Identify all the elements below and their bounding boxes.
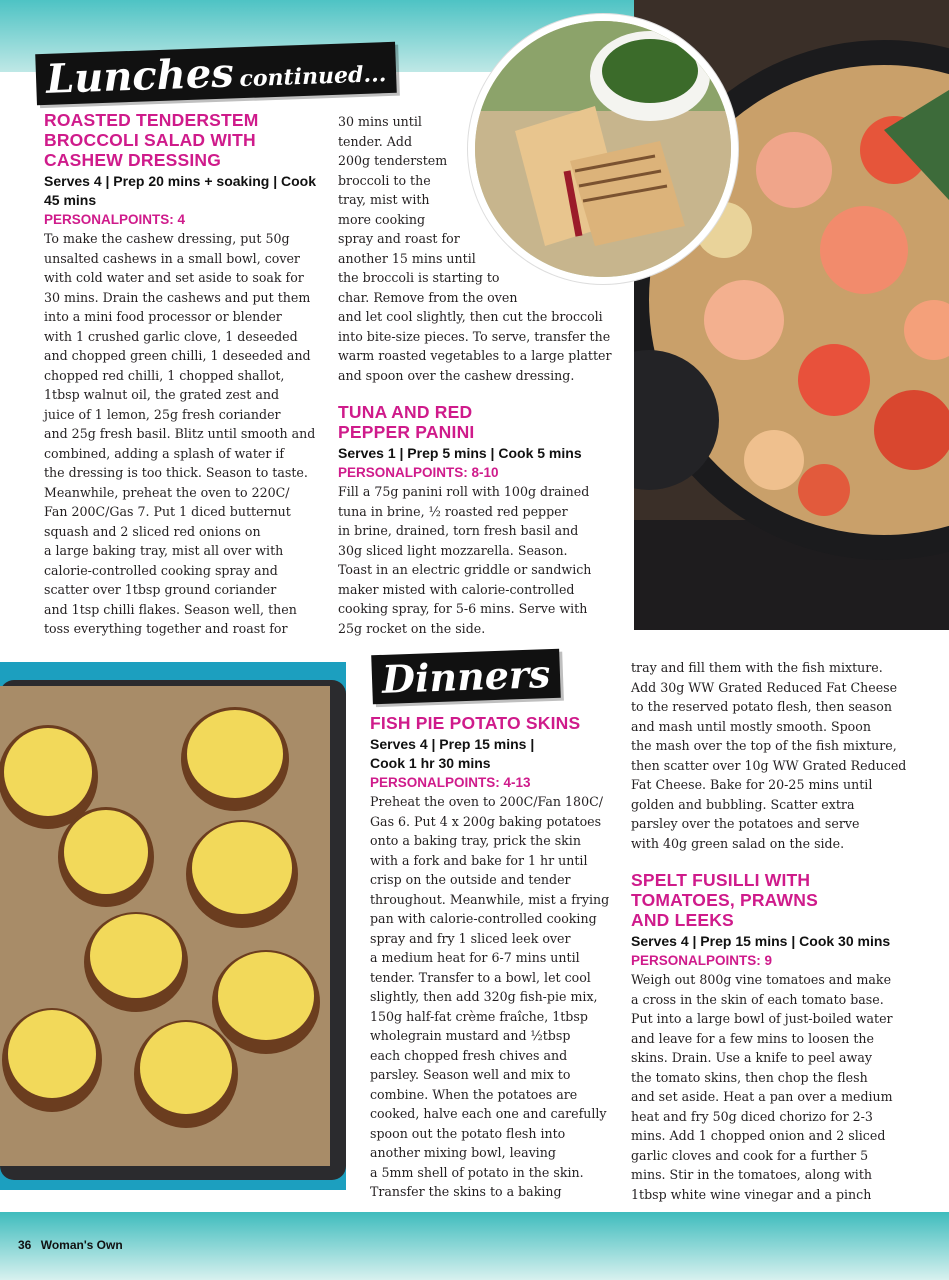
text-line: char. Remove from the oven	[338, 289, 518, 305]
broccoli-method-part1	[44, 229, 319, 639]
text-line: Fill a 75g panini roll with 100g drained	[338, 484, 590, 499]
text-line: 30 mins. Drain the cashews and put them	[44, 289, 311, 305]
text-line: and set aside. Heat a pan over a medium	[631, 1089, 893, 1104]
text-line: Toast in an electric griddle or sandwich	[338, 562, 592, 577]
text-line: the tomato skins, then chop the flesh	[631, 1069, 868, 1085]
text-line: and mash until mostly smooth. Spoon	[631, 718, 871, 734]
text-line: Put into a large bowl of just-boiled water	[631, 1011, 893, 1026]
text-line: a cross in the skin of each tomato base.	[631, 991, 884, 1007]
text-line: spray and fry 1 sliced leek over	[370, 930, 571, 946]
text-line: 30g sliced light mozzarella. Season.	[338, 542, 568, 558]
text-line: to the reserved potato flesh, then season	[631, 699, 892, 714]
text-line: Fan 200C/Gas 7. Put 1 diced butternut	[44, 504, 291, 519]
text-line: slightly, then add 320g fish-pie mix,	[370, 989, 598, 1004]
text-line: with a fork and bake for 1 hr until	[370, 852, 588, 868]
text-line: garlic cloves and cook for a further 5	[631, 1147, 869, 1163]
text-line: then scatter over 10g WW Grated Reduced	[631, 757, 907, 773]
text-line: more cooking	[338, 211, 426, 227]
text-line: crisp on the outside and tender	[370, 872, 571, 887]
text-line: skins. Drain. Use a knife to peel away	[631, 1050, 872, 1065]
text-line: scatter over 1tbsp ground coriander	[44, 582, 277, 597]
text-line: and 25g fresh basil. Blitz until smooth and	[44, 426, 316, 441]
tuna-method	[338, 482, 618, 638]
text-line: cooked, halve each one and carefully	[370, 1106, 607, 1121]
text-line: tray and fill them with the fish mixture.	[631, 660, 883, 675]
text-line: warm roasted vegetables to a large platter	[338, 348, 612, 363]
text-line: maker misted with calorie-controlled	[338, 581, 575, 597]
text-line: throughout. Meanwhile, mist a frying	[370, 891, 610, 907]
text-line: and spoon over the cashew dressing.	[338, 367, 575, 383]
fusilli-title: SPELT FUSILLI WITH TOMATOES, PRAWNS AND LEEKS	[631, 870, 818, 930]
text-line: tuna in brine, ½ roasted red pepper	[338, 503, 568, 519]
text-line: toss everything together and roast for	[44, 621, 288, 636]
text-line: Transfer the skins to a baking	[370, 1184, 562, 1199]
text-line: the mash over the top of the fish mixture,	[631, 738, 897, 753]
text-line: tray, mist with	[338, 192, 430, 207]
text-line: with 1 crushed garlic clove, 1 deseeded	[44, 328, 298, 344]
text-line: To make the cashew dressing, put 50g	[44, 231, 290, 246]
broccoli-serves: Serves 4 | Prep 20 mins + soaking | Cook 45 mins	[44, 173, 317, 208]
fishpie-title: FISH PIE POTATO SKINS	[370, 713, 581, 733]
tuna-title: TUNA AND RED PEPPER PANINI	[338, 402, 475, 442]
text-line: and let cool slightly, then cut the broccoli	[338, 309, 603, 324]
text-line: and leave for a few mins to loosen the	[631, 1030, 874, 1046]
dinners-title: Dinners	[381, 651, 551, 702]
fusilli-serves: Serves 4 | Prep 15 mins | Cook 30 mins	[631, 933, 891, 949]
text-line: 30 mins until	[338, 114, 422, 129]
potato-skins-photo	[0, 662, 352, 1190]
fishpie-method-cont	[631, 658, 931, 853]
text-line: squash and 2 sliced red onions on	[44, 523, 261, 539]
tuna-points: PERSONALPOINTS: 8-10	[338, 465, 499, 480]
text-line: mins. Stir in the tomatoes, along with	[631, 1167, 872, 1182]
text-line: a medium heat for 6-7 mins until	[370, 950, 580, 965]
text-line: 1tbsp white wine vinegar and a pinch	[631, 1186, 872, 1202]
text-line: and chopped green chilli, 1 deseeded and	[44, 348, 311, 363]
text-line: pan with calorie-controlled cooking	[370, 911, 597, 926]
bottom-color-band	[0, 1212, 949, 1280]
text-line: tender. Transfer to a bowl, let cool	[370, 969, 591, 985]
text-line: spoon out the potato flesh into	[370, 1125, 566, 1141]
text-line: heat and fry 50g diced chorizo for 2-3	[631, 1108, 873, 1124]
text-line: another mixing bowl, leaving	[370, 1145, 556, 1160]
text-line: chopped red chilli, 1 chopped shallot,	[44, 367, 285, 383]
text-line: combined, adding a splash of water if	[44, 445, 285, 461]
text-line: mins. Add 1 chopped onion and 2 sliced	[631, 1128, 886, 1143]
text-line: onto a baking tray, prick the skin	[370, 833, 581, 848]
fusilli-points: PERSONALPOINTS: 9	[631, 953, 773, 968]
dinners-banner	[371, 649, 561, 705]
text-line: another 15 mins until	[338, 250, 476, 266]
text-line: combine. When the potatoes are	[370, 1086, 578, 1102]
text-line: 200g tenderstem	[338, 153, 448, 168]
text-line: broccoli to the	[338, 172, 431, 188]
page-number: 36	[18, 1238, 32, 1252]
text-line: a large baking tray, mist all over with	[44, 543, 284, 558]
text-line: 25g rocket on the side.	[338, 620, 486, 636]
fishpie-method	[370, 792, 620, 1202]
magazine-name: Woman's Own	[40, 1238, 123, 1252]
text-line: parsley. Season well and mix to	[370, 1067, 571, 1082]
text-line: spray and roast for	[338, 231, 460, 246]
text-line: tender. Add	[338, 133, 412, 149]
lunches-title: Lunches	[45, 49, 235, 103]
fusilli-method	[631, 970, 931, 1204]
text-line: a 5mm shell of potato in the skin.	[370, 1164, 584, 1180]
text-line: with cold water and set aside to soak for	[44, 270, 304, 285]
text-line: Add 30g WW Grated Reduced Fat Cheese	[631, 679, 898, 695]
text-line: calorie-controlled cooking spray and	[44, 562, 278, 578]
broccoli-title: ROASTED TENDERSTEM BROCCOLI SALAD WITH CASHEW DRESSING	[44, 110, 259, 170]
text-line: wholegrain mustard and ½tbsp	[370, 1028, 571, 1043]
text-line: golden and bubbling. Scatter extra	[631, 796, 855, 812]
tuna-serves: Serves 1 | Prep 5 mins | Cook 5 mins	[338, 445, 582, 461]
text-line: Fat Cheese. Bake for 20-25 mins until	[631, 777, 873, 792]
text-line: and 1tsp chilli flakes. Season well, then	[44, 601, 297, 617]
text-line: cooking spray, for 5-6 mins. Serve with	[338, 601, 588, 616]
broccoli-points: PERSONALPOINTS: 4	[44, 212, 186, 227]
text-line: 1tbsp walnut oil, the grated zest and	[44, 387, 280, 402]
tuna-recipe	[338, 402, 618, 638]
text-line: each chopped fresh chives and	[370, 1047, 568, 1063]
text-line: with 40g green salad on the side.	[631, 835, 845, 851]
broccoli-recipe	[44, 110, 319, 639]
text-line: Weigh out 800g vine tomatoes and make	[631, 972, 892, 987]
text-line: unsalted cashews in a small bowl, cover	[44, 250, 300, 266]
fusilli-recipe	[631, 870, 931, 1204]
text-line: parsley over the potatoes and serve	[631, 816, 860, 831]
text-line: into bite-size pieces. To serve, transfer the	[338, 328, 611, 344]
fishpie-recipe	[370, 713, 620, 1202]
text-line: 150g half-fat crème fraîche, 1tbsp	[370, 1008, 588, 1024]
fishpie-serves: Serves 4 | Prep 15 mins | Cook 1 hr 30 mins	[370, 736, 535, 771]
fishpie-points: PERSONALPOINTS: 4-13	[370, 775, 531, 790]
text-line: in brine, drained, torn fresh basil and	[338, 523, 579, 538]
continued-label: continued...	[239, 61, 387, 93]
broccoli-method-part2	[338, 112, 618, 385]
text-line: Preheat the oven to 200C/Fan 180C/	[370, 794, 603, 809]
page-footer	[18, 1238, 123, 1252]
text-line: Gas 6. Put 4 x 200g baking potatoes	[370, 813, 602, 829]
text-line: Meanwhile, preheat the oven to 220C/	[44, 484, 290, 500]
text-line: the broccoli is starting to	[338, 270, 500, 285]
text-line: juice of 1 lemon, 25g fresh coriander	[44, 406, 281, 422]
text-line: the dressing is too thick. Season to taste.	[44, 465, 308, 480]
potato-skins-illustration	[0, 662, 346, 1190]
text-line: into a mini food processor or blender	[44, 309, 282, 324]
